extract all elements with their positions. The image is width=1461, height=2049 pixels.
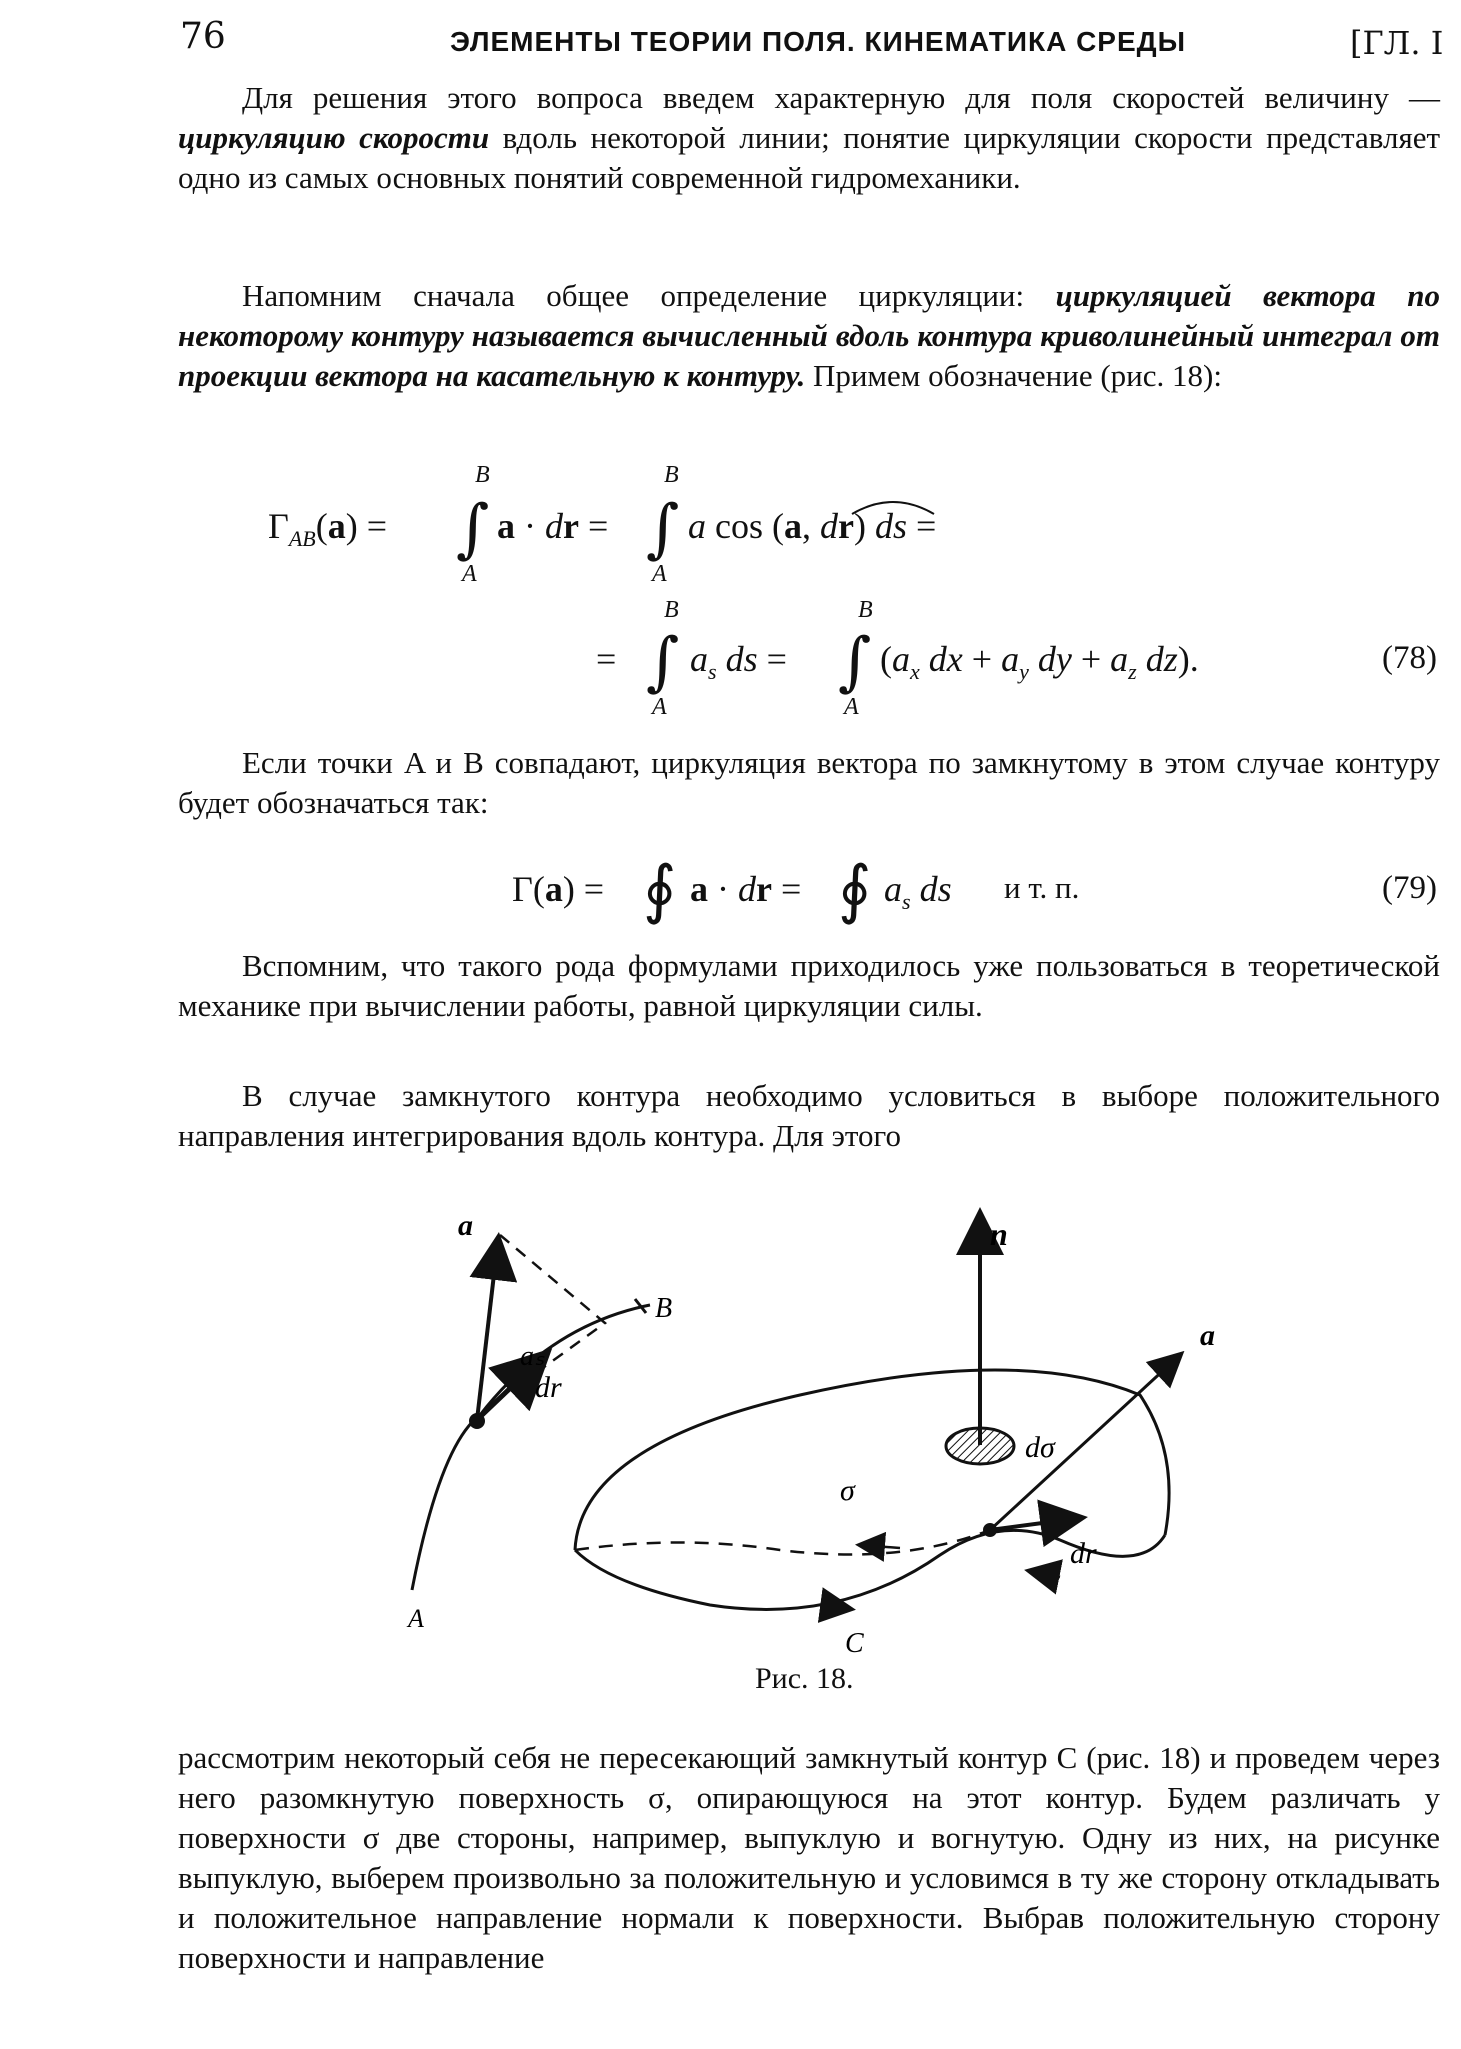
label-dr: dr: [535, 1371, 562, 1404]
projection-lines: [500, 1235, 605, 1370]
paragraph-1: [178, 78, 1440, 198]
p5-text: В случае замкнутого контура необходимо условиться в выборе положительного направления интегрирования вдоль контура. Для этого: [178, 1078, 1440, 1153]
contour-C-back: [575, 1530, 990, 1555]
area-element: [946, 1428, 1014, 1464]
label-dsigma: dσ: [1025, 1431, 1055, 1464]
angle-arc: [848, 494, 938, 518]
contour-integral-sign: ∮: [643, 853, 677, 927]
p1-text-a: Для решения этого вопроса введем характерную для поля скоростей величину —: [242, 80, 1440, 115]
point-dot: [469, 1413, 485, 1429]
label-n: n: [990, 1216, 1008, 1252]
label-a: a: [458, 1209, 473, 1242]
p2-emphasis: циркуляцией вектора по некоторому контуру называется вычисленный вдоль контура криволинейный интеграл от проекции вектора на касательную к контуру.: [178, 278, 1440, 393]
vector-a: [477, 1240, 498, 1420]
integral-sign: ∫: [646, 492, 680, 566]
contour-integral-sign: ∮: [838, 853, 872, 927]
p1-emphasis: циркуляцию скорости: [178, 120, 490, 155]
paragraph-3: [178, 743, 1440, 823]
paragraph-4: [178, 946, 1440, 1026]
label-sigma: σ: [840, 1474, 855, 1507]
p4-text: Вспомним, что такого рода формулами приходилось уже пользоваться в теоретической механике при вычислении работы, равной циркуляции силы.: [178, 948, 1440, 1023]
label-dr-right: dr: [1070, 1537, 1097, 1570]
chapter-marker: [ГЛ. I: [1350, 24, 1444, 62]
contour-point: [983, 1523, 997, 1537]
integral-sign: ∫: [646, 625, 680, 699]
p3-text: Если точки A и B совпадают, циркуляция вектора по замкнутому в этом случае контуру будет обозначаться так:: [178, 745, 1440, 820]
integral-sign: ∫: [838, 625, 872, 699]
equation-number-79: (79): [1382, 870, 1437, 906]
label-as: aₛ: [520, 1341, 545, 1372]
left-diagram: [406, 1209, 672, 1633]
vector-dr-right: [990, 1518, 1080, 1530]
running-title: ЭЛЕМЕНТЫ ТЕОРИИ ПОЛЯ. КИНЕМАТИКА СРЕДЫ: [450, 26, 1187, 57]
figure-caption: Рис. 18.: [755, 1662, 854, 1695]
label-C: C: [845, 1628, 864, 1659]
figure-18: [380, 1195, 1461, 1675]
eq79-tail: и т. п.: [1004, 870, 1080, 905]
label-B: B: [655, 1293, 673, 1324]
page-number: 76: [180, 16, 226, 57]
p1-text-b: вдоль некоторой линии; понятие циркуляции скорости представляет одно из самых основных понятий современной гидромеханики.: [178, 120, 1441, 195]
paragraph-2: [178, 276, 1440, 396]
p2-text-b: Примем обозначение (рис. 18):: [805, 358, 1222, 393]
equation-number-78: (78): [1382, 640, 1437, 676]
vector-a-right: [990, 1355, 1180, 1530]
paragraph-5: [178, 1076, 1440, 1156]
right-diagram: [575, 1215, 1215, 1659]
paragraph-6: [178, 1738, 1440, 1978]
label-a-right: a: [1200, 1319, 1215, 1352]
eq78-lhs: $\Gamma_{AB}(a)$ =: [268, 506, 387, 552]
book-page: 76 ЭЛЕМЕНТЫ ТЕОРИИ ПОЛЯ. КИНЕМАТИКА СРЕДЫ [ГЛ. I Для решения этого вопроса введем характерную для поля скоростей величину — циркуляцию скорости вдоль некоторой линии; понятие циркуляции скорости представляет одно из самых основных понятий современной гидромеханики. Напомним сначала общее определение циркуляции: циркуляцией вектора по некоторому контуру называется вычисленный вдоль контура криволинейный интеграл от проекции вектора на касательную к контуру. Примем обозначение (рис. 18): $\Gamma_{AB}(a)$ = B ∫ A a · dr = B ∫ A a cos (a, dr) ds = = B ∫ A $a_s$ ds = B ∫ A ($a_x$ dx + $a_y$ dy + $a_z$ dz). (78) Если точки A и B совпадают, циркуляция вектора по замкнутому в этом случае контуру будет обозначаться так: Γ(a) = ∮ a · dr = ∮ $a_s$ ds и т. п. (79) Вспомним, что такого рода формулами приходилось уже пользоваться в теоретической механике при вычислении работы, равной циркуляции силы. В случае замкнутого контура необходимо условиться в выборе положительного направления интегрирования вдоль контура. Для этого a aₛ dr B A n dσ a dr σ C Рис. 18. рассмотрим некоторый себя не пересекающий замкнутый контур C (рис. 18) и проведем через него разомкнутую поверхность σ, опирающуюся на этот контур. Будем различать у поверхности σ две стороны, например, выпуклую и вогнутую. Одну из них, на рисунке выпуклую, выберем произвольно за положительную и условимся в ту же сторону откладывать и положительное направление нормали к поверхности. Выбрав положительную сторону поверхности и направление: [0, 0, 1461, 2049]
surface-outline: [575, 1370, 1169, 1550]
p6-text: рассмотрим некоторый себя не пересекающий замкнутый контур C (рис. 18) и проведем через него разомкнутую поверхность σ, опирающуюся на этот контур. Будем различать у поверхности σ две стороны, например, выпуклую и вогнутую. Одну из них, на рисунке выпуклую, выберем произвольно за положительную и условимся в ту же сторону откладывать и положительное направление нормали к поверхности. Выбрав положительную сторону поверхности и направление: [178, 1740, 1440, 1975]
p2-text-a: Напомним сначала общее определение циркуляции:: [242, 278, 1056, 313]
label-A: A: [408, 1604, 424, 1633]
integral-sign: ∫: [456, 492, 490, 566]
